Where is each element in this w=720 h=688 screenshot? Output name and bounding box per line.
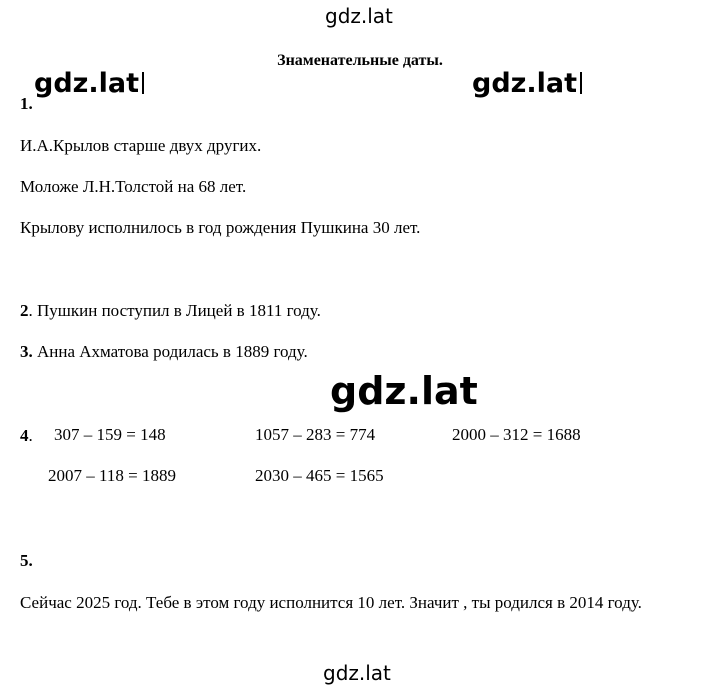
task5-text: Сейчас 2025 год. Тебе в этом году исполнится 10 лет. Значит , ты родился в 2014 году. <box>20 593 642 612</box>
task1-line-3: Крылову исполнилось в год рождения Пушкина 30 лет. <box>20 218 421 237</box>
task2 <box>20 300 321 322</box>
watermark-right <box>472 70 582 97</box>
task3-text: Анна Ахматова родилась в 1889 году. <box>32 342 308 361</box>
task4-label <box>20 425 33 447</box>
task4-equation-3: 2000 – 312 = 1688 <box>452 425 581 444</box>
task1-line-1: И.А.Крылов старше двух других. <box>20 136 262 155</box>
task3-number: 3. <box>20 342 33 361</box>
task5-number: 5. <box>20 551 33 570</box>
task4-equation-5: 2030 – 465 = 1565 <box>255 466 384 485</box>
watermark-top: gdz.lat <box>325 4 393 28</box>
task4-dot: . <box>28 426 33 445</box>
task1-number: 1. <box>20 94 33 113</box>
watermark-center: gdz.lat <box>330 369 478 413</box>
watermark-left-text: gdz.lat <box>34 68 140 99</box>
watermark-left-bar <box>142 72 144 94</box>
watermark-right-bar <box>580 72 582 94</box>
task4-equation-1: 307 – 159 = 148 <box>54 425 166 444</box>
watermark-left <box>34 70 144 97</box>
task3 <box>20 341 308 363</box>
watermark-bottom: gdz.lat <box>323 661 391 685</box>
task1-line-2: Моложе Л.Н.Толстой на 68 лет. <box>20 177 247 196</box>
watermark-right-text: gdz.lat <box>472 68 578 99</box>
task4-equation-2: 1057 – 283 = 774 <box>255 425 376 444</box>
page-title: Знаменательные даты. <box>277 52 443 69</box>
task2-number: 2 <box>20 301 29 320</box>
task2-text: . Пушкин поступил в Лицей в 1811 году. <box>28 301 321 320</box>
task4-equation-4: 2007 – 118 = 1889 <box>48 466 176 485</box>
task4-number: 4 <box>20 426 29 445</box>
